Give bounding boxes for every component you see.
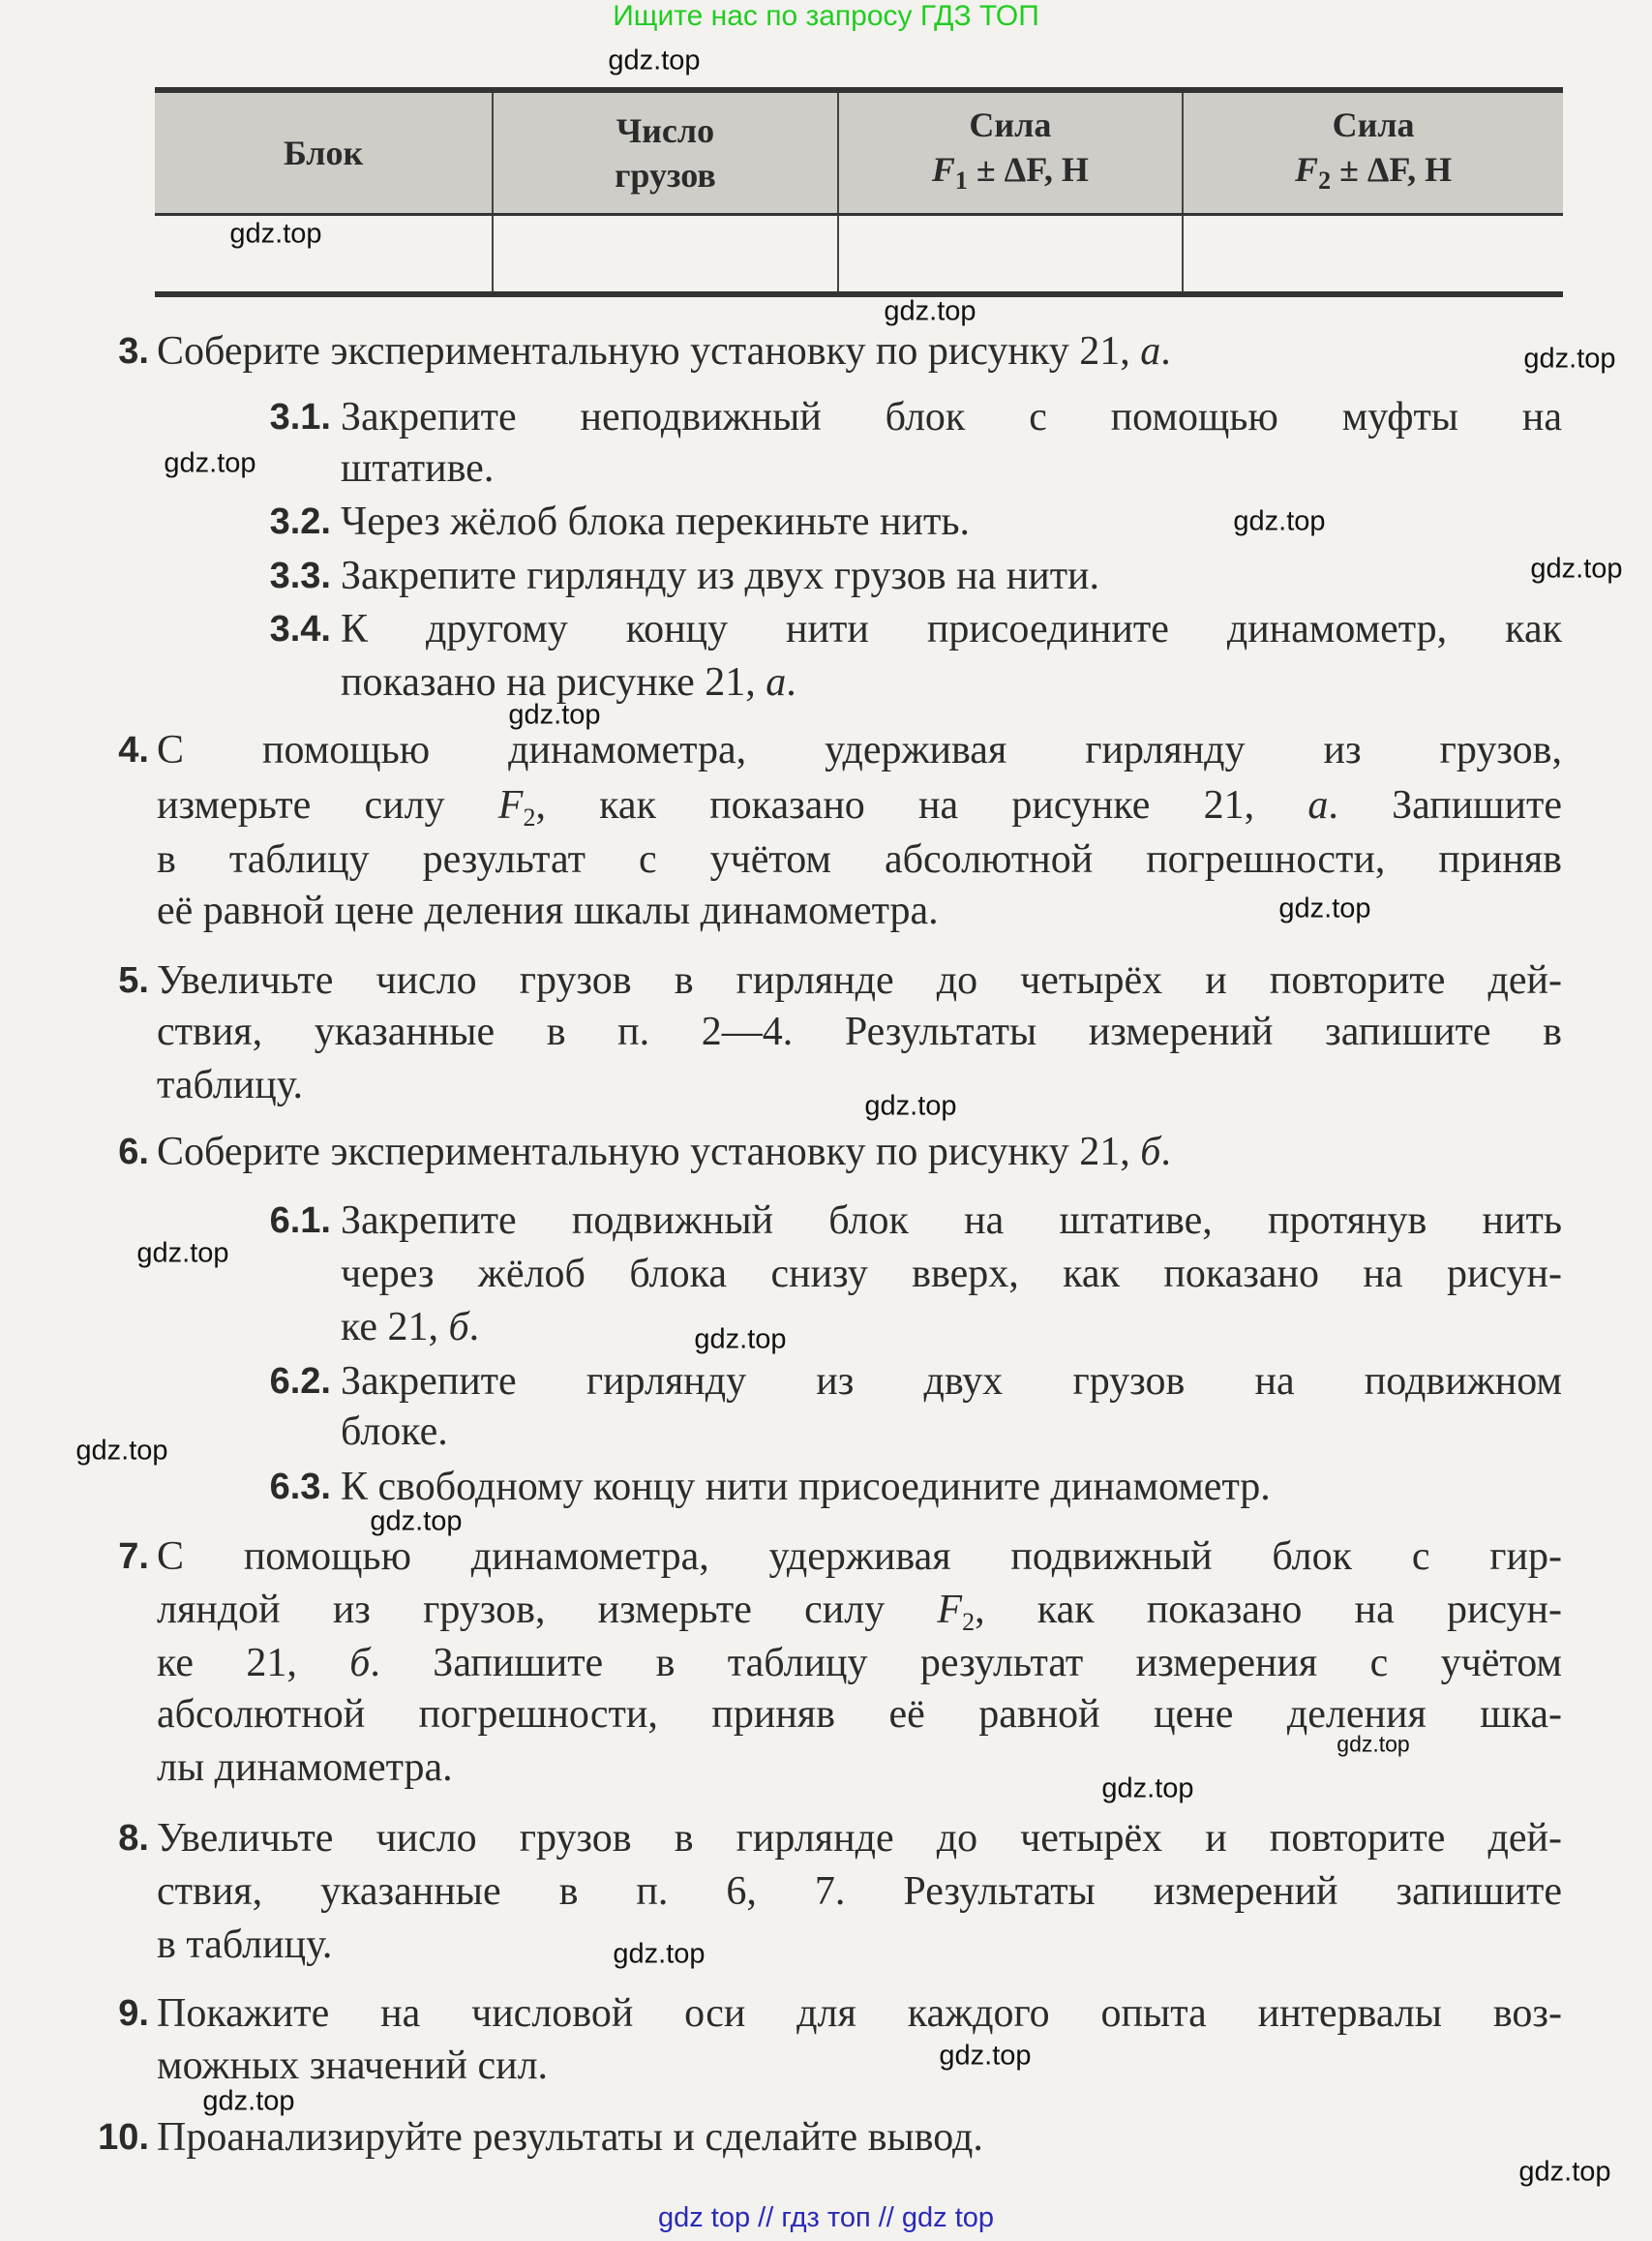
header-unit: ± ΔF, Н: [1331, 150, 1453, 189]
text: С помощью динамометра, удерживая подвижный блок с гир-: [157, 1534, 1562, 1579]
watermark: gdz.top: [136, 1237, 229, 1269]
item-number: 8.: [118, 1818, 149, 1859]
text: ствия, указанные в п. 2—4. Результаты измерений запишите в: [157, 1010, 1562, 1054]
text: Закрепите неподвижный блок с помощью муфты на: [341, 395, 1562, 439]
italic-symbol: F: [497, 783, 524, 828]
text-line: [341, 603, 1562, 655]
text: через жёлоб блока снизу вверх, как показано на рисун-: [341, 1252, 1562, 1296]
text: таблицу.: [157, 1063, 304, 1107]
col-header-count: [493, 90, 837, 215]
header-sub: 1: [954, 167, 968, 195]
item-number: 3.: [118, 331, 149, 372]
text: ствия, указанные в п. 6, 7. Результаты измерений запишите: [157, 1869, 1562, 1914]
text: Увеличьте число грузов в гирлянде до четырёх и повторите дей-: [157, 1816, 1562, 1861]
text-line: [157, 1865, 1562, 1918]
text: ке 21,: [157, 1641, 350, 1685]
italic-symbol: б: [1140, 1130, 1161, 1174]
col-header-f1: [838, 90, 1183, 215]
table-cell: [838, 215, 1183, 295]
text: .: [1160, 1130, 1171, 1174]
watermark: gdz.top: [1101, 1772, 1194, 1804]
watermark: gdz.top: [164, 447, 256, 479]
header-unit: ± ΔF, Н: [967, 150, 1089, 189]
text: С помощью динамометра, удерживая гирлянду из грузов,: [157, 728, 1562, 772]
text: .: [786, 660, 796, 705]
text: ке 21,: [341, 1305, 449, 1349]
text-line: [341, 1301, 1562, 1353]
item-number: 3.1.: [269, 397, 331, 438]
text-line: [157, 325, 1562, 378]
text-line: [157, 1126, 1562, 1178]
text-line: [157, 1530, 1562, 1583]
text: ляндой из грузов, измерьте силу: [157, 1588, 938, 1632]
text-line: [157, 2111, 1562, 2164]
col-header-f2: [1183, 90, 1563, 215]
col-header-block: [155, 90, 493, 215]
text: в таблицу.: [157, 1923, 333, 1967]
header-text: Число: [616, 111, 715, 150]
header-text: Блок: [283, 134, 364, 172]
text: Закрепите гирлянду из двух грузов на подвижном: [341, 1359, 1562, 1404]
text: показано на рисунке 21,: [341, 660, 766, 705]
item-number: 6.1.: [269, 1200, 331, 1241]
text-line: [341, 1355, 1562, 1408]
text-line: [157, 2040, 1562, 2092]
text-line: [341, 391, 1562, 443]
text-line: [341, 1248, 1562, 1300]
table-cell: [1183, 215, 1563, 295]
text: абсолютной погрешности, приняв её равной цене деления шка-: [157, 1692, 1562, 1737]
text: Увеличьте число грузов в гирлянде до четырёх и повторите дей-: [157, 958, 1562, 1003]
subscript: 2: [962, 1608, 976, 1636]
item-number: 9.: [118, 1993, 149, 2034]
table-cell: [493, 215, 837, 295]
watermark: gdz.top: [1523, 343, 1616, 375]
watermark: gdz.top: [1278, 893, 1371, 924]
text-line: [341, 496, 1562, 548]
text: блоке.: [341, 1409, 448, 1454]
table-cell: [155, 215, 493, 295]
item-number: 6.2.: [269, 1361, 331, 1402]
text: в таблицу результат с учётом абсолютной погрешности, приняв: [157, 837, 1562, 882]
table-row: [155, 215, 1563, 295]
watermark: gdz.top: [864, 1090, 957, 1122]
text-line: [157, 954, 1562, 1007]
item-number: 6.: [118, 1132, 149, 1172]
italic-symbol: б: [448, 1305, 469, 1349]
text-line: [157, 1919, 1562, 1971]
watermark: gdz.top: [202, 2085, 295, 2117]
text: Через жёлоб блока перекиньте нить.: [341, 500, 970, 544]
item-number: 3.3.: [269, 556, 331, 596]
results-table: [155, 87, 1563, 297]
item-number: 3.4.: [269, 609, 331, 650]
italic-symbol: а: [1307, 783, 1329, 828]
text: измерьте силу: [157, 783, 498, 828]
italic-symbol: F: [937, 1588, 963, 1632]
text: можных значений сил.: [157, 2044, 549, 2088]
text: Покажите на числовой оси для каждого опыта интервалы воз-: [157, 1991, 1562, 2036]
header-text: Сила: [1332, 106, 1415, 144]
watermark: gdz.top: [694, 1323, 787, 1355]
text: её равной цене деления шкалы динамометра.: [157, 889, 939, 933]
text-line: [157, 833, 1562, 886]
text: К другому концу нити присоедините динамометр, как: [341, 607, 1562, 651]
watermark: gdz.top: [1530, 553, 1623, 585]
header-text: грузов: [615, 156, 716, 195]
text: Проанализируйте результаты и сделайте вывод.: [157, 2115, 983, 2160]
watermark: gdz.top: [370, 1505, 463, 1537]
watermark: gdz.top: [939, 2040, 1032, 2072]
item-number: 7.: [118, 1536, 149, 1577]
italic-symbol: а: [766, 660, 787, 705]
watermark: gdz.top: [608, 45, 701, 76]
text: .: [1160, 329, 1171, 374]
text: . Запишите в таблицу результат измерения с учётом: [370, 1641, 1562, 1685]
text: . Запишите: [1328, 783, 1562, 828]
watermark: gdz.top: [613, 1938, 706, 1970]
text-line: [157, 1812, 1562, 1864]
header-sub: 2: [1318, 167, 1332, 195]
watermark: gdz.top: [1337, 1731, 1410, 1757]
subscript: 2: [523, 803, 536, 832]
watermark: gdz.top: [1518, 2156, 1611, 2188]
text-line: [157, 1987, 1562, 2040]
text: Закрепите подвижный блок на штативе, протянув нить: [341, 1198, 1562, 1243]
watermark: gdz.top: [508, 699, 601, 731]
text: Соберите экспериментальную установку по рисунку 21,: [157, 329, 1141, 374]
watermark: gdz.top: [229, 218, 322, 250]
footer-links[interactable]: gdz top // гдз топ // gdz top: [657, 2202, 995, 2233]
watermark: gdz.top: [1233, 505, 1326, 537]
italic-symbol: а: [1140, 329, 1161, 374]
text: Закрепите гирлянду из двух грузов на нити.: [341, 554, 1100, 598]
header-var: F: [931, 150, 955, 189]
item-number: 10.: [98, 2117, 149, 2158]
text: Соберите экспериментальную установку по рисунку 21,: [157, 1130, 1141, 1174]
watermark: gdz.top: [884, 295, 976, 327]
search-banner[interactable]: Ищите нас по запросу ГДЗ ТОП: [613, 0, 1039, 32]
item-number: 3.2.: [269, 501, 331, 542]
header-var: F: [1295, 150, 1319, 189]
text-line: [157, 724, 1562, 776]
text-line: [341, 442, 1562, 495]
text: , как показано на рисунке 21,: [535, 783, 1308, 828]
text: , как показано на рисун-: [975, 1588, 1562, 1632]
text-line: [341, 550, 1562, 602]
item-number: 4.: [118, 730, 149, 771]
text: штативе.: [341, 446, 495, 491]
text-line: [157, 1059, 1562, 1111]
text: К свободному концу нити присоедините динамометр.: [341, 1465, 1271, 1509]
item-number: 5.: [118, 960, 149, 1001]
text: .: [468, 1305, 480, 1349]
item-number: 6.3.: [269, 1467, 331, 1507]
text: лы динамометра.: [157, 1745, 453, 1790]
italic-symbol: б: [349, 1641, 371, 1685]
text-line: [157, 1006, 1562, 1058]
text-line: [341, 1461, 1562, 1513]
text-line: [341, 1195, 1562, 1247]
header-text: Сила: [969, 106, 1052, 144]
text-line: [341, 1406, 1562, 1458]
watermark: gdz.top: [75, 1435, 168, 1467]
text-line: [157, 1637, 1562, 1689]
